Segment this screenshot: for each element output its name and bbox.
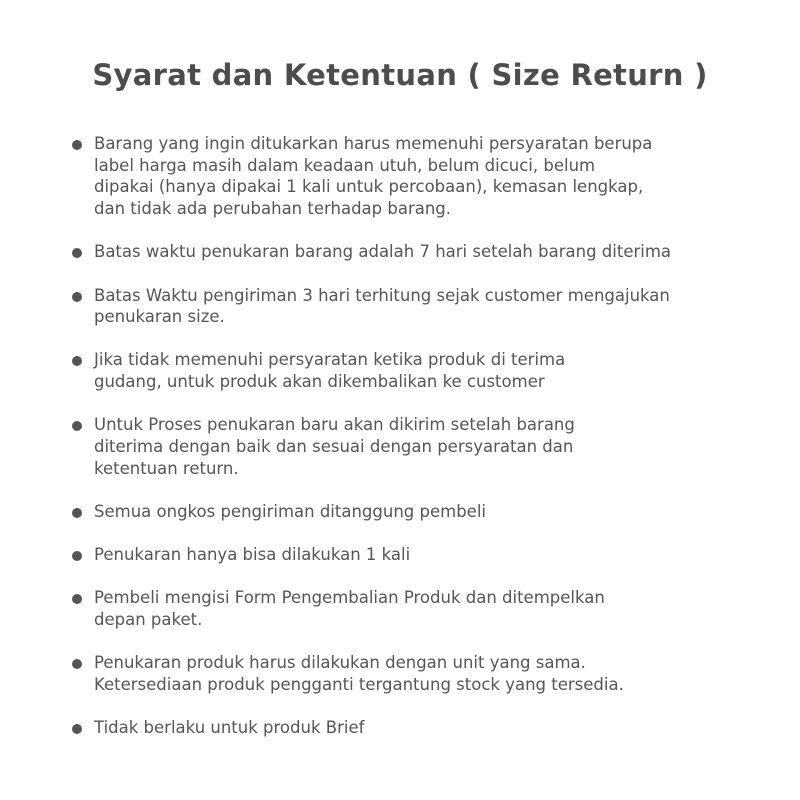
term-item	[70, 652, 750, 695]
bullet-icon	[72, 594, 82, 604]
terms-list	[70, 133, 750, 760]
term-text-line: gudang, untuk produk akan dikembalikan ke customer	[94, 372, 545, 392]
bullet-icon	[72, 140, 82, 150]
term-text-line: Untuk Proses penukaran baru akan dikirim setelah barang	[94, 415, 575, 435]
term-item	[70, 241, 750, 263]
bullet-icon	[72, 551, 82, 561]
bullet-icon	[72, 248, 82, 258]
term-text-line: depan paket.	[94, 610, 203, 630]
term-item	[70, 285, 750, 328]
term-text-line: penukaran size.	[94, 307, 225, 327]
term-item	[70, 717, 750, 739]
term-item	[70, 501, 750, 523]
term-text-line: Penukaran hanya bisa dilakukan 1 kali	[94, 545, 411, 565]
term-text-line: dipakai (hanya dipakai 1 kali untuk percobaan), kemasan lengkap,	[94, 177, 644, 197]
term-text-line: Pembeli mengisi Form Pengembalian Produk dan ditempelkan	[94, 588, 605, 608]
term-text-line: Ketersediaan produk pengganti tergantung stock yang tersedia.	[94, 674, 624, 694]
term-text-line: Jika tidak memenuhi persyaratan ketika produk di terima	[94, 350, 566, 370]
term-item	[70, 414, 750, 479]
term-text-line: diterima dengan baik dan sesuai dengan persyaratan dan	[94, 437, 574, 457]
bullet-icon	[72, 659, 82, 669]
term-item	[70, 133, 750, 220]
bullet-icon	[72, 724, 82, 734]
term-text-line: dan tidak ada perubahan terhadap barang.	[94, 199, 452, 219]
term-text-line: ketentuan return.	[94, 458, 239, 478]
term-text-line: label harga masih dalam keadaan utuh, belum dicuci, belum	[94, 155, 596, 175]
bullet-icon	[72, 292, 82, 302]
term-text-line: Tidak berlaku untuk produk Brief	[94, 718, 365, 738]
term-item	[70, 349, 750, 392]
term-item	[70, 544, 750, 566]
bullet-icon	[72, 356, 82, 366]
term-text-line: Batas Waktu pengiriman 3 hari terhitung sejak customer mengajukan	[94, 285, 670, 305]
term-item	[70, 587, 750, 630]
term-text-line: Penukaran produk harus dilakukan dengan unit yang sama.	[94, 653, 586, 673]
bullet-icon	[72, 508, 82, 518]
term-text-line: Barang yang ingin ditukarkan harus memenuhi persyaratan berupa	[94, 134, 653, 153]
page-title: Syarat dan Ketentuan ( Size Return )	[92, 58, 708, 92]
term-text-line: Batas waktu penukaran barang adalah 7 hari setelah barang diterima	[94, 242, 672, 262]
term-text-line: Semua ongkos pengiriman ditanggung pembeli	[94, 501, 487, 521]
bullet-icon	[72, 421, 82, 431]
